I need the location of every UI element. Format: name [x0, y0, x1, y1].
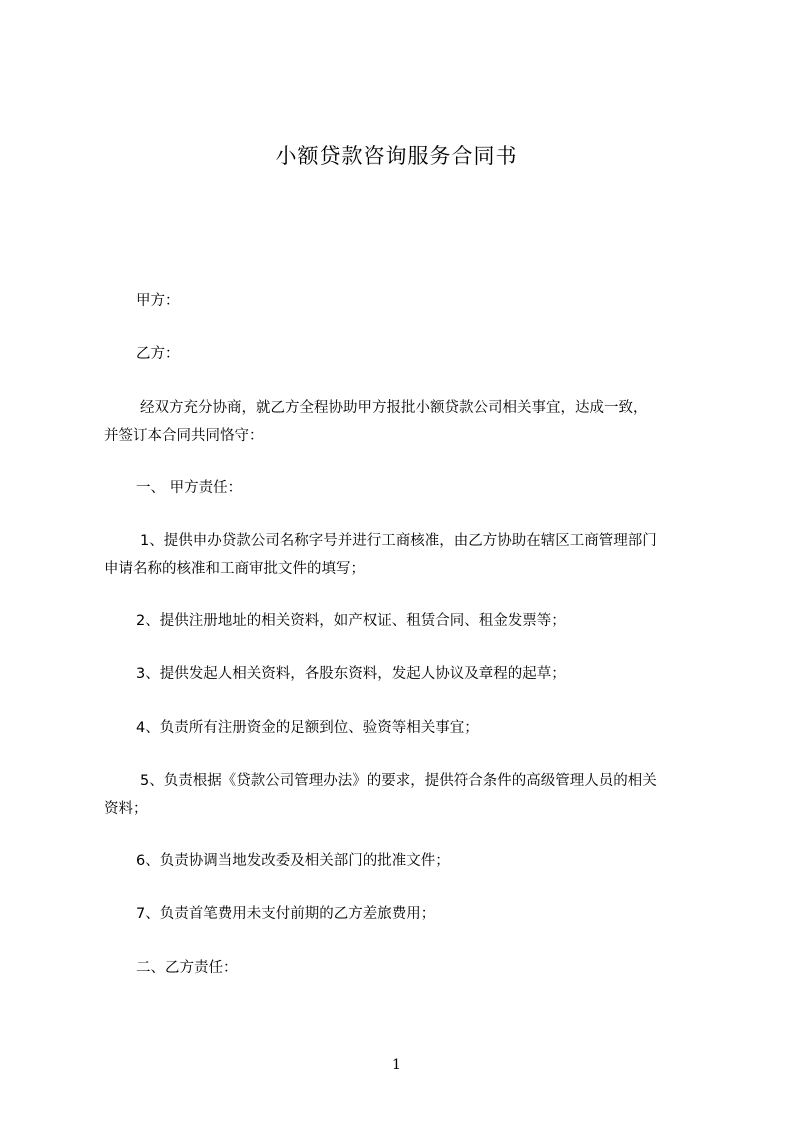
item-3: 3、提供发起人相关资料，各股东资料，发起人协议及章程的起草；: [136, 666, 566, 682]
item-5-line-1: 5、负责根据《贷款公司管理办法》的要求，提供符合条件的高级管理人员的相关: [140, 773, 657, 789]
page-number: 1: [392, 1057, 401, 1073]
item-4: 4、负责所有注册资金的足额到位、验资等相关事宜；: [136, 720, 479, 736]
item-2: 2、提供注册地址的相关资料，如产权证、租赁合同、租金发票等；: [136, 613, 566, 629]
item-1-paragraph: [104, 527, 694, 583]
intro-line-2: 并签订本合同共同恪守：: [104, 428, 264, 444]
section-1-heading: 一、 甲方责任：: [136, 480, 243, 496]
item-5-line-2: 资料；: [104, 801, 148, 817]
item-6: 6、负责协调当地发改委及相关部门的批准文件；: [136, 853, 450, 869]
item-5-paragraph: [104, 767, 694, 823]
intro-line-1: 经双方充分协商，就乙方全程协助甲方报批小额贷款公司相关事宜，达成一致，: [140, 400, 648, 416]
section-2-heading: 二、乙方责任：: [136, 960, 238, 976]
party-b-label: 乙方：: [136, 346, 180, 362]
item-7: 7、负责首笔费用未支付前期的乙方差旅费用；: [136, 906, 436, 922]
intro-paragraph: [104, 394, 694, 450]
document-title: 小额贷款咨询服务合同书: [275, 144, 518, 168]
item-1-line-2: 申请名称的核准和工商审批文件的填写；: [104, 561, 365, 577]
item-1-line-1: 1、提供申办贷款公司名称字号并进行工商核准，由乙方协助在辖区工商管理部门: [140, 533, 657, 549]
party-a-label: 甲方：: [136, 293, 180, 309]
